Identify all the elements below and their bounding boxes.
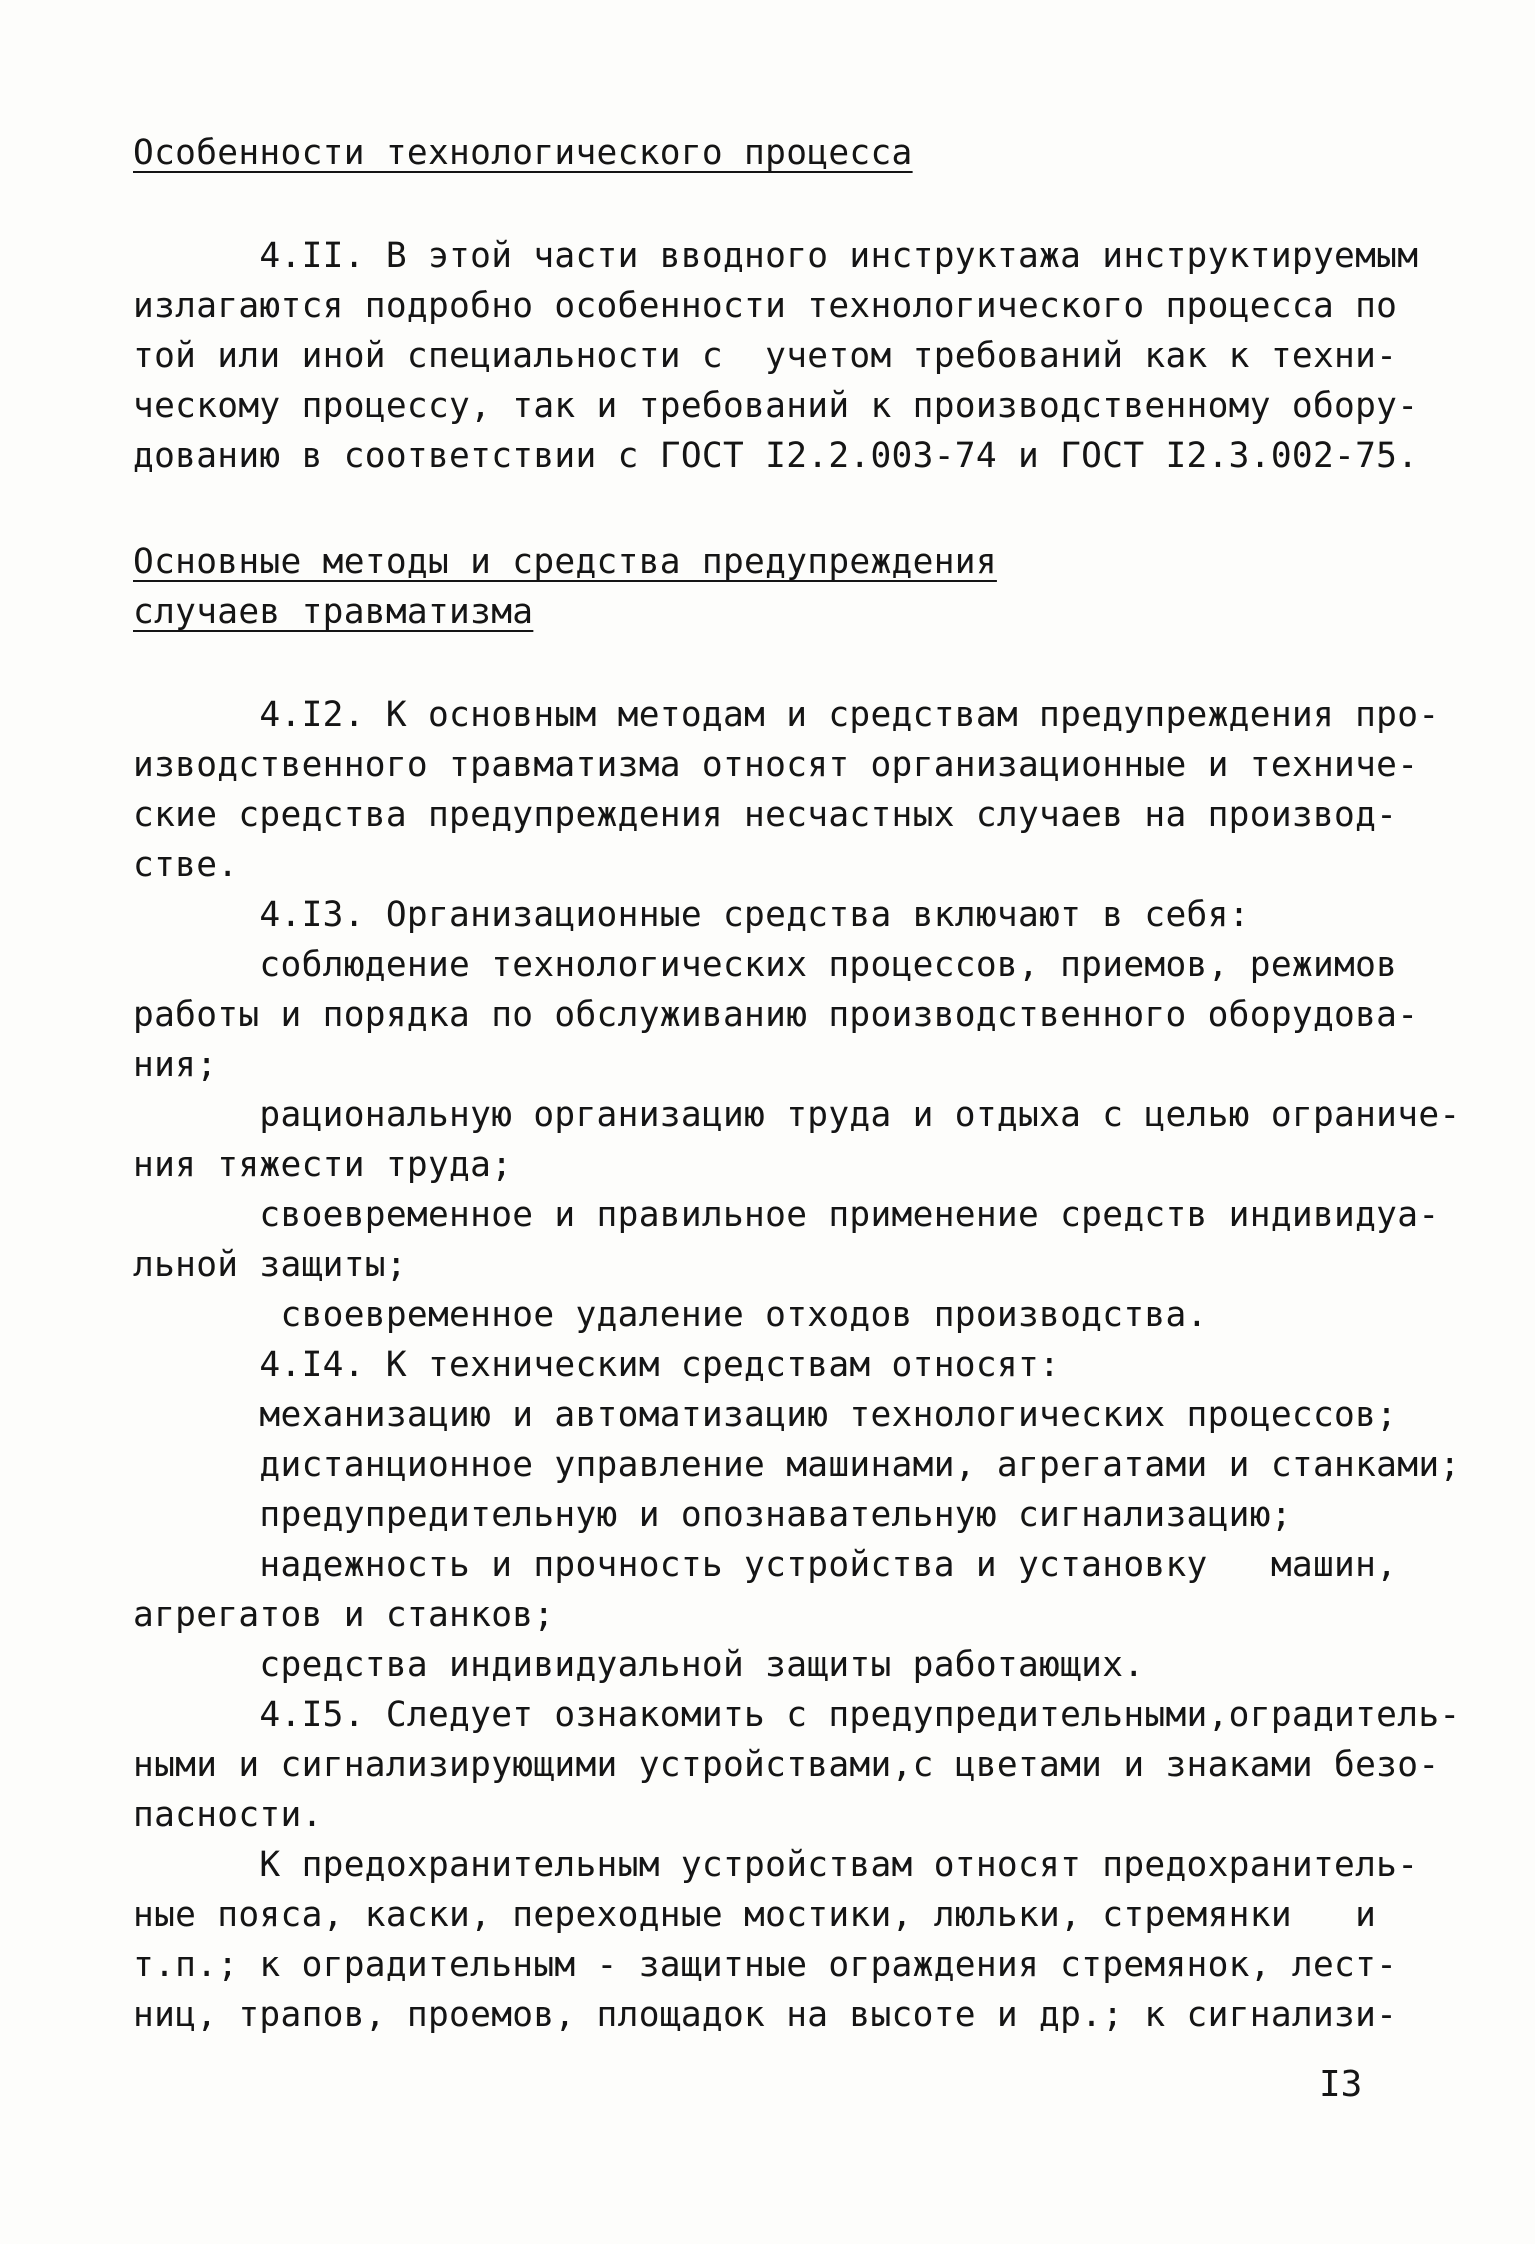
paragraph-line: стве. [133, 845, 239, 885]
paragraph-line: соблюдение технологических процессов, приемов, режимов [133, 945, 1398, 985]
paragraph-line: дистанционное управление машинами, агрегатами и станками; [133, 1445, 1461, 1485]
paragraph-line: ниц, трапов, проемов, площадок на высоте и др.; к сигнализи- [133, 1995, 1398, 2035]
section-heading-process-features: Особенности технологического процесса [133, 133, 913, 173]
paragraph-line: предупредительную и опознавательную сигнализацию; [133, 1495, 1292, 1535]
paragraph-line: ния; [133, 1045, 218, 1085]
section-heading-prevention-methods-cont: случаев травматизма [133, 592, 534, 632]
paragraph-line: ческому процессу, так и требований к производственному обору- [133, 386, 1419, 426]
paragraph-line: своевременное удаление отходов производства. [133, 1295, 1208, 1335]
paragraph-line: рациональную организацию труда и отдыха с целью ограниче- [133, 1095, 1461, 1135]
paragraph-line: средства индивидуальной защиты работающих. [133, 1645, 1145, 1685]
spacer [133, 178, 1403, 231]
paragraph-line: ными и сигнализирующими устройствами,с цветами и знаками безо- [133, 1745, 1440, 1785]
section-heading-prevention-methods: Основные методы и средства предупреждения [133, 542, 997, 582]
paragraph-line: 4.I5. Следует ознакомить с предупредительными,оградитель- [133, 1695, 1461, 1735]
paragraph-line: 4.I3. Организационные средства включают в себя: [133, 895, 1250, 935]
paragraph-line: работы и порядка по обслуживанию производственного оборудова- [133, 995, 1419, 1035]
paragraph-line: льной защиты; [133, 1245, 407, 1285]
spacer [133, 637, 1403, 690]
paragraph-line: 4.I2. К основным методам и средствам предупреждения про- [133, 695, 1440, 735]
paragraph-line: надежность и прочность устройства и установку машин, [133, 1545, 1398, 1585]
paragraph-line: той или иной специальности с учетом требований как к техни- [133, 336, 1398, 376]
paragraph-line: пасности. [133, 1795, 323, 1835]
spacer [133, 481, 1403, 537]
paragraph-line: агрегатов и станков; [133, 1595, 555, 1635]
paragraph-line: механизацию и автоматизацию технологических процессов; [133, 1395, 1398, 1435]
paragraph-line: ные пояса, каски, переходные мостики, люльки, стремянки и [133, 1895, 1377, 1935]
paragraph-line: излагаются подробно особенности технологического процесса по [133, 286, 1398, 326]
paragraph-line: ские средства предупреждения несчастных случаев на производ- [133, 795, 1398, 835]
page-body [133, 128, 1461, 2040]
paragraph-line: своевременное и правильное применение средств индивидуа- [133, 1195, 1440, 1235]
paragraph-line: 4.II. В этой части вводного инструктажа инструктируемым [133, 236, 1419, 276]
paragraph-line: К предохранительным устройствам относят предохранитель- [133, 1845, 1419, 1885]
paragraph-line: 4.I4. К техническим средствам относят: [133, 1345, 1061, 1385]
paragraph-line: т.п.; к оградительным - защитные ограждения стремянок, лест- [133, 1945, 1398, 1985]
page-number: I3 [1319, 2064, 1363, 2105]
paragraph-line: изводственного травматизма относят организационные и техниче- [133, 745, 1419, 785]
paragraph-line: дованию в соответствии с ГОСТ I2.2.003-74 и ГОСТ I2.3.002-75. [133, 436, 1419, 476]
paragraph-line: ния тяжести труда; [133, 1145, 513, 1185]
